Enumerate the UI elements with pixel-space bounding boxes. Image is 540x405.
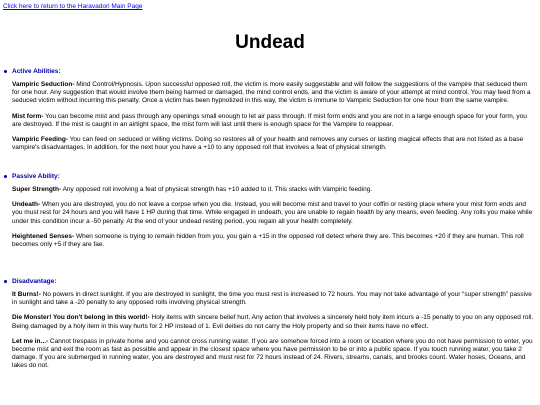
ability-entry xyxy=(12,81,536,106)
ability-name: Heightened Senses- xyxy=(12,232,75,240)
ability-description: You can become mist and pass through any openings small enough to let air pass through. If mist form ends and you are not in a large enough space for your form, you are destroyed. If the mist is caught in an airtight space, the mist form will last until there is enough space for the Vampire to reappear. xyxy=(12,112,527,128)
ability-name: Super Strength- xyxy=(12,186,62,193)
ability-name: Let me in...- xyxy=(12,337,49,345)
ability-entry xyxy=(12,201,536,226)
section-heading: Active Abilities: xyxy=(12,68,536,75)
ability-name: It Burns!- xyxy=(12,291,41,298)
bullet-icon xyxy=(4,70,7,73)
ability-description: When someone is trying to remain hidden from you, you gain a +15 in the opposed roll detect where they are. This becomes +20 if they are human. This roll becomes only +5 if they are fae. xyxy=(12,232,524,249)
bullet-icon xyxy=(4,175,7,178)
ability-description: No powers in direct sunlight. If you are destroyed in sunlight, the time you must rest is increased to 72 hours. You may not take advantage of your “super strength” passive in sunlight and take a -20 penalty to any opposed rolls involving physical strength. xyxy=(12,291,532,307)
ability-description: Cannot trespass in private home and you cannot cross running water. If you are somehow forced into a room or location where you do not have permission to enter, you become mist and exit the room as fast as possible and appear in the closest space where you have permission to be or into a public space. If you touch running water, you take 2 damage. If you are submerged in running water, you are destroyed and must rest for 72 hours instead of 24. Rivers, streams, canals, and brooks count. Water hoses, Oceans, and lakes do not. xyxy=(12,337,533,370)
section-passive-ability xyxy=(12,173,536,256)
ability-entry xyxy=(12,233,536,249)
return-main-page-link[interactable]: Click here to return to the Haravadori Main Page xyxy=(3,3,143,10)
ability-entry xyxy=(12,314,536,330)
ability-description: When you are destroyed, you do not leave a corpse when you die. Instead, you will become mist and travel to your coffin or resting place where your mist form ends and you must rest for 24 hours and you will have 1 HP during that time. While engaged in undeath, you are unable to regain health by any means, even feeding. Any rolls you make while under this condition incur a -50 penalty. At the end of your undead resting period, you regain all your health completely. xyxy=(12,201,533,225)
ability-description: Holy items with sincere belief hurt. Any action that involves a sincerely held holy item incurs a -15 penalty to you on any opposed roll. Being damaged by a holy item in this way hurts for 2 HP instead of 1. Evil deities do not carry the Holy property and so their items have no effect. xyxy=(12,314,534,330)
section-heading: Passive Ability: xyxy=(12,173,536,180)
ability-name: Undeath- xyxy=(12,201,41,209)
section-active-abilities xyxy=(12,68,536,159)
ability-entry xyxy=(12,113,536,129)
ability-entry xyxy=(12,186,536,194)
page-title: Undead xyxy=(235,32,305,53)
ability-entry xyxy=(12,291,536,307)
bullet-icon xyxy=(4,280,7,283)
ability-description: You can feed on seduced or willing victims. Doing so restores all of your health and removes any curses or lasting magical effects that are not listed as a base vampire's disadvantages. In addition, for the next hour you have a +10 to any opposed roll that involves a feat of physical strength. xyxy=(12,136,524,152)
ability-entry xyxy=(12,136,536,152)
ability-name: Vampiric Feeding- xyxy=(12,136,68,144)
section-disadvantage xyxy=(12,278,536,378)
ability-entry xyxy=(12,338,536,371)
ability-description: Any opposed roll involving a feat of physical strength has +10 added to it. This stacks with Vampiric feeding. xyxy=(61,186,373,193)
ability-description: Mind Control/Hypnosis. Upon successful opposed roll, the victim is more easily suggestable and will follow the suggestions of the vampire that seduced them for one hour. Any suggestion that would involve them being harmed or damaged, the mind control ends, and the victim is aware of your attempt at mind control. You may feed from a seduced victim without incurring this penalty. Once a victim has been hypnotized in this way, the victim is immune to Vampiric Seduction for one hour from the same vampire. xyxy=(12,81,531,105)
ability-name: Die Monster! You don't belong in this world!- xyxy=(12,314,150,322)
ability-name: Mist form- xyxy=(12,112,44,120)
section-heading: Disadvantage: xyxy=(12,278,536,285)
ability-name: Vampiric Seduction- xyxy=(12,81,75,88)
